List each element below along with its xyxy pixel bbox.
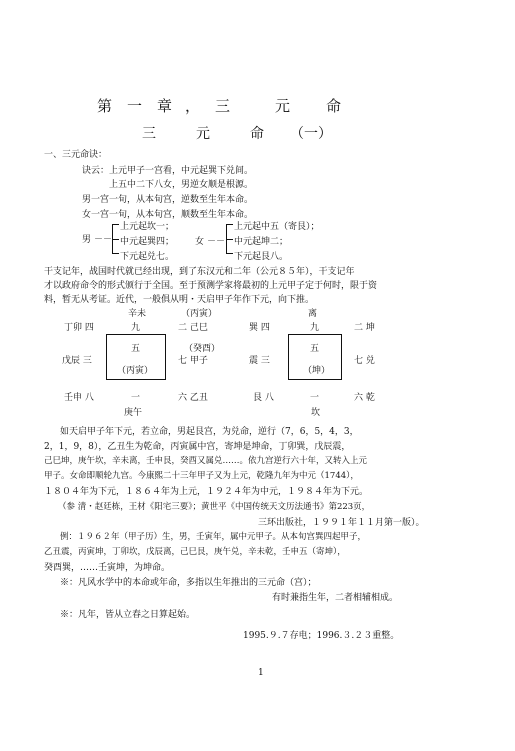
paragraph-line: 干支记年，战国时代就已经出现，到了东汉元和二年（公元８５年），干支记年: [44, 267, 355, 277]
grid-cell: 六 乾: [354, 393, 375, 403]
grid-bottom: 庚午: [124, 408, 143, 418]
date-note: 1995.９.７存电；1996.３.２３重整。: [243, 631, 400, 641]
paragraph-line: 2，1，9，8），乙丑生为乾命，丙寅属中宫，寄坤是坤命，丁卯巽，戊辰震，: [44, 442, 351, 452]
grid-cell: 一: [131, 393, 141, 403]
chapter-char: ，: [185, 97, 202, 115]
dash: －－: [207, 237, 226, 247]
verse-line: 女一宫一旬，从本旬宫，顺数至生年本命。: [82, 210, 254, 220]
note-line: 有时兼指生年，二者相辅相成。: [272, 593, 399, 603]
grid-top: 离: [308, 309, 318, 319]
grid-top-note: （丙寅）: [181, 309, 218, 319]
page-number: 1: [258, 668, 264, 678]
citation-line: 三环出版社，１９９１年１１月第一版）。: [258, 518, 425, 528]
example-line: 乙丑震，丙寅坤，丁卯坎，戊辰离，己巳艮，庚午兑，辛未乾，壬申五（寄坤），: [44, 547, 346, 557]
verse-line: 诀云：上元甲子一宫看，中元起巽下兑间。: [82, 166, 254, 176]
grid-top: 辛未: [128, 309, 147, 319]
section-char: 命: [250, 126, 264, 142]
chapter-char: 命: [326, 97, 343, 115]
example-line: 癸酉巽，……壬寅坤，为坤命。: [44, 563, 171, 573]
note-line: ※：凡年，皆从立春之日算起始。: [60, 610, 196, 620]
male-item: 下元起兑七。: [120, 252, 175, 262]
female-item: 下元起艮八。: [234, 252, 289, 262]
section-char: 三: [142, 126, 156, 142]
paragraph-line: 己巳坤，庚午坎，辛未离，壬申艮，癸酉又属兑……。依九宫逆行六十年，又转入上元: [44, 456, 368, 466]
citation-line: （参 清・赵廷栋，王材《阳宅三要》；黄世平《中国传统天文历法通书》第223页，: [58, 502, 371, 512]
grid-cell: 二 己巳: [178, 323, 208, 333]
grid-cell: 七 兑: [354, 356, 375, 366]
grid-bottom: 坎: [311, 408, 321, 418]
paragraph-line: １８０４年为下元，１８６４年为上元，１９２４年为中元，１９８４年为下元。: [44, 487, 369, 497]
grid-cell: 壬申 八: [64, 393, 94, 403]
paragraph-line: 才以政府命令的形式颁行于全国。至于预测学家将最初的上元甲子定于何时，限于资: [44, 281, 378, 291]
grid-cell: 艮 八: [253, 393, 274, 403]
female-item: 上元起中五（寄艮）；: [234, 222, 320, 232]
box-number: 五: [131, 344, 141, 354]
grid-cell: 戊辰 三: [62, 356, 92, 366]
male-bracket: [112, 224, 113, 254]
chapter-char: 一: [127, 97, 144, 115]
grid-cell: 震 三: [249, 356, 270, 366]
verse-line: 男一宫一旬，从本旬宫，逆数至生年本命。: [82, 195, 254, 205]
verse-heading: 一、三元命诀：: [44, 150, 108, 160]
male-item: 中元起巽四；: [120, 237, 175, 247]
paragraph-line: 甲子。女命即顺轮九宫。今康熙二十三年甲子又为上元，乾隆九年为中元（1744），: [44, 471, 359, 481]
male-label: 男: [82, 235, 92, 245]
section-char: 元: [196, 126, 210, 142]
paragraph-line: 料，暂无从考证。近代，一般俱从明・天启甲子年作下元，向下推。: [44, 295, 315, 305]
box-note: （坤）: [303, 366, 331, 376]
male-item: 上元起坎一；: [120, 222, 175, 232]
dash: －－: [94, 235, 113, 245]
verse-line: 上五中二下八女，男逆女顺是根源。: [109, 180, 254, 190]
grid-cell: 丁卯 四: [64, 323, 94, 333]
female-bracket: [226, 224, 227, 254]
grid-cell: 二 坤: [354, 323, 375, 333]
chapter-char: 三: [215, 97, 232, 115]
grid-cell: 九: [310, 323, 320, 333]
grid-cell: 七 甲子: [178, 356, 208, 366]
paragraph-line: 如天启甲子年下元，若立命，男起艮宫，为兑命，逆行（7，6，5，4，3，: [60, 427, 359, 437]
box-number: 五: [310, 344, 320, 354]
chapter-char: 第: [97, 97, 114, 115]
section-char: （一）: [290, 126, 332, 142]
chapter-char: 章: [157, 97, 174, 115]
grid-cell: 九: [131, 323, 141, 333]
grid-cell: 六 乙丑: [178, 393, 208, 403]
grid-cell: 一: [310, 393, 320, 403]
box-note: （丙寅）: [117, 366, 154, 376]
female-item: 中元起坤二；: [234, 237, 289, 247]
example-line: 例：１９６２年（甲子历）生，男，壬寅年，属中元甲子。从本旬宫巽四起甲子，: [60, 532, 367, 542]
grid-note: （癸酉）: [184, 344, 221, 354]
chapter-char: 元: [275, 97, 292, 115]
female-label: 女: [195, 237, 205, 247]
grid-cell: 巽 四: [249, 323, 270, 333]
note-line: ※：凡风水学中的本命或年命，多指以生年推出的三元命（宫）；: [60, 578, 317, 588]
